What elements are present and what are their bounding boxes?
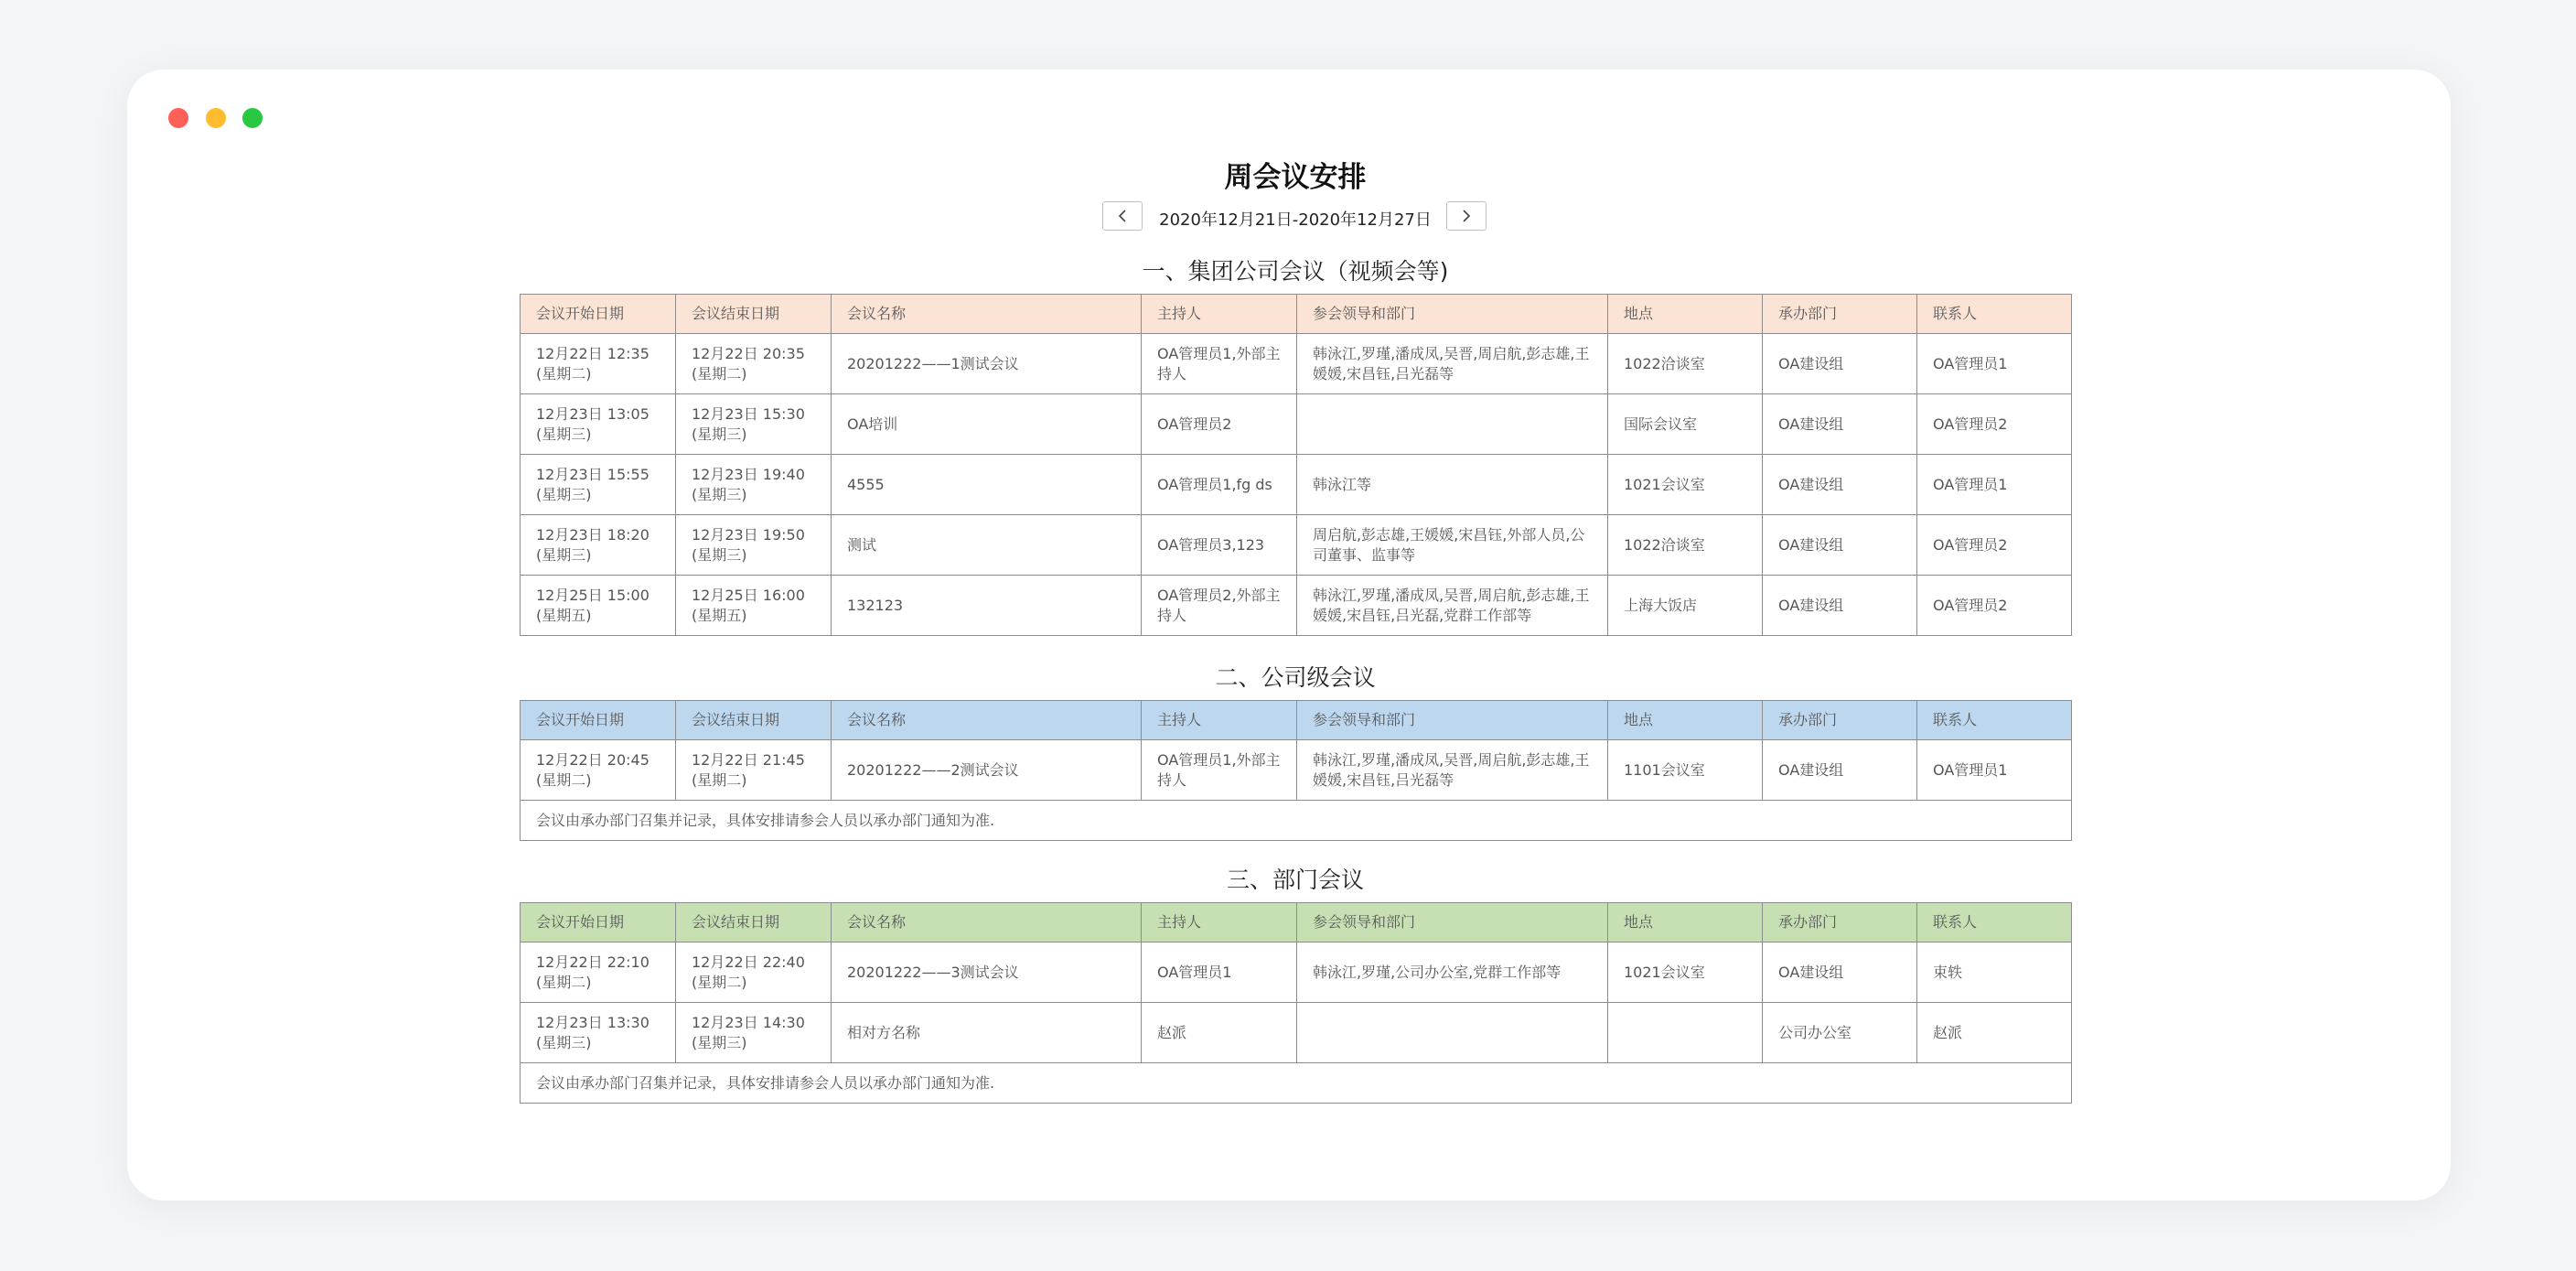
cell-organizer-dept: OA建设组 [1763,515,1917,576]
cell-attendees: 韩泳江,罗瑾,潘成凤,吴晋,周启航,彭志雄,王媛媛,宋昌钰,吕光磊等 [1297,334,1608,394]
cell-contact: 赵派 [1917,1003,2072,1063]
cell-contact: OA管理员2 [1917,576,2072,636]
window-minimize-button[interactable] [206,108,226,128]
column-header-meeting-name: 会议名称 [832,701,1142,740]
cell-meeting-name: 20201222——3测试会议 [832,942,1142,1003]
cell-start-date: 12月22日 12:35 (星期二) [521,334,676,394]
column-header-host: 主持人 [1142,903,1297,942]
cell-location: 1021会议室 [1608,455,1763,515]
column-header-organizer-dept: 承办部门 [1763,701,1917,740]
column-header-location: 地点 [1608,295,1763,334]
column-header-organizer-dept: 承办部门 [1763,903,1917,942]
page-title: 周会议安排 [1224,161,1367,194]
cell-end-date: 12月23日 15:30 (星期三) [676,394,832,455]
cell-host: 赵派 [1142,1003,1297,1063]
table-header-row [521,903,2072,942]
column-header-host: 主持人 [1142,295,1297,334]
cell-contact: OA管理员1 [1917,740,2072,801]
cell-end-date: 12月22日 21:45 (星期二) [676,740,832,801]
column-header-start-date: 会议开始日期 [521,701,676,740]
cell-start-date: 12月23日 15:55 (星期三) [521,455,676,515]
cell-end-date: 12月25日 16:00 (星期五) [676,576,832,636]
cell-host: OA管理员1,外部主持人 [1142,740,1297,801]
cell-attendees: 韩泳江等 [1297,455,1608,515]
table-row [521,942,2072,1003]
cell-host: OA管理员1,fg ds [1142,455,1297,515]
cell-organizer-dept: OA建设组 [1763,740,1917,801]
cell-start-date: 12月22日 20:45 (星期二) [521,740,676,801]
cell-contact: OA管理员1 [1917,334,2072,394]
cell-organizer-dept: OA建设组 [1763,394,1917,455]
cell-attendees: 韩泳江,罗瑾,公司办公室,党群工作部等 [1297,942,1608,1003]
column-header-attendees: 参会领导和部门 [1297,903,1608,942]
column-header-start-date: 会议开始日期 [521,295,676,334]
cell-location [1608,1003,1763,1063]
table-note: 会议由承办部门召集并记录，具体安排请参会人员以承办部门通知为准. [521,801,2072,841]
cell-start-date: 12月23日 13:05 (星期三) [521,394,676,455]
cell-meeting-name: 相对方名称 [832,1003,1142,1063]
cell-location: 1022洽谈室 [1608,334,1763,394]
cell-host: OA管理员1,外部主持人 [1142,334,1297,394]
chevron-right-icon [1461,209,1472,223]
cell-meeting-name: 测试 [832,515,1142,576]
cell-meeting-name: OA培训 [832,394,1142,455]
cell-organizer-dept: OA建设组 [1763,334,1917,394]
cell-organizer-dept: OA建设组 [1763,942,1917,1003]
cell-attendees [1297,1003,1608,1063]
cell-start-date: 12月23日 13:30 (星期三) [521,1003,676,1063]
cell-end-date: 12月22日 22:40 (星期二) [676,942,832,1003]
table-note-row [521,1063,2072,1104]
cell-end-date: 12月22日 20:35 (星期二) [676,334,832,394]
table-note-row [521,801,2072,841]
previous-week-button[interactable] [1102,201,1143,231]
column-header-host: 主持人 [1142,701,1297,740]
column-header-contact: 联系人 [1917,903,2072,942]
column-header-start-date: 会议开始日期 [521,903,676,942]
cell-organizer-dept: 公司办公室 [1763,1003,1917,1063]
cell-contact: OA管理员2 [1917,515,2072,576]
column-header-contact: 联系人 [1917,295,2072,334]
column-header-end-date: 会议结束日期 [676,295,832,334]
section-title-department: 三、部门会议 [1226,867,1364,893]
table-row [521,740,2072,801]
table-header-row [521,701,2072,740]
cell-location: 国际会议室 [1608,394,1763,455]
cell-start-date: 12月25日 15:00 (星期五) [521,576,676,636]
column-header-organizer-dept: 承办部门 [1763,295,1917,334]
cell-organizer-dept: OA建设组 [1763,576,1917,636]
cell-location: 1101会议室 [1608,740,1763,801]
cell-location: 1021会议室 [1608,942,1763,1003]
table-row [521,455,2072,515]
cell-meeting-name: 132123 [832,576,1142,636]
cell-start-date: 12月22日 22:10 (星期二) [521,942,676,1003]
cell-end-date: 12月23日 14:30 (星期三) [676,1003,832,1063]
cell-host: OA管理员2,外部主持人 [1142,576,1297,636]
date-navigator [520,201,2071,232]
cell-attendees: 周启航,彭志雄,王媛媛,宋昌钰,外部人员,公司董事、监事等 [1297,515,1608,576]
window-close-button[interactable] [168,108,188,128]
column-header-meeting-name: 会议名称 [832,903,1142,942]
column-header-location: 地点 [1608,701,1763,740]
cell-organizer-dept: OA建设组 [1763,455,1917,515]
cell-meeting-name: 20201222——2测试会议 [832,740,1142,801]
cell-meeting-name: 20201222——1测试会议 [832,334,1142,394]
cell-attendees: 韩泳江,罗瑾,潘成凤,吴晋,周启航,彭志雄,王媛媛,宋昌钰,吕光磊等 [1297,740,1608,801]
cell-attendees [1297,394,1608,455]
cell-end-date: 12月23日 19:40 (星期三) [676,455,832,515]
column-header-end-date: 会议结束日期 [676,701,832,740]
table-row [521,334,2072,394]
column-header-meeting-name: 会议名称 [832,295,1142,334]
cell-location: 1022洽谈室 [1608,515,1763,576]
column-header-attendees: 参会领导和部门 [1297,701,1608,740]
chevron-left-icon [1117,209,1128,223]
table-row [521,1003,2072,1063]
cell-attendees: 韩泳江,罗瑾,潘成凤,吴晋,周启航,彭志雄,王媛媛,宋昌钰,吕光磊,党群工作部等 [1297,576,1608,636]
column-header-contact: 联系人 [1917,701,2072,740]
section-title-group: 一、集团公司会议（视频会等) [1142,258,1449,285]
table-row [521,515,2072,576]
table-row [521,576,2072,636]
cell-end-date: 12月23日 19:50 (星期三) [676,515,832,576]
cell-start-date: 12月23日 18:20 (星期三) [521,515,676,576]
column-header-attendees: 参会领导和部门 [1297,295,1608,334]
table-header-row [521,295,2072,334]
column-header-location: 地点 [1608,903,1763,942]
cell-host: OA管理员3,123 [1142,515,1297,576]
table-note: 会议由承办部门召集并记录，具体安排请参会人员以承办部门通知为准. [521,1063,2072,1104]
window-maximize-button[interactable] [242,108,263,128]
section-title-company: 二、公司级会议 [1215,664,1376,691]
cell-contact: OA管理员2 [1917,394,2072,455]
table-company-meetings [520,700,2072,841]
app-window [127,70,2451,1201]
table-department-meetings [520,902,2072,1104]
date-range-label: 2020年12月21日-2020年12月27日 [1159,210,1432,230]
table-group-meetings [520,294,2072,636]
next-week-button[interactable] [1446,201,1487,231]
column-header-end-date: 会议结束日期 [676,903,832,942]
cell-location: 上海大饭店 [1608,576,1763,636]
cell-host: OA管理员1 [1142,942,1297,1003]
cell-contact: 束轶 [1917,942,2072,1003]
table-row [521,394,2072,455]
cell-contact: OA管理员1 [1917,455,2072,515]
cell-meeting-name: 4555 [832,455,1142,515]
cell-host: OA管理员2 [1142,394,1297,455]
